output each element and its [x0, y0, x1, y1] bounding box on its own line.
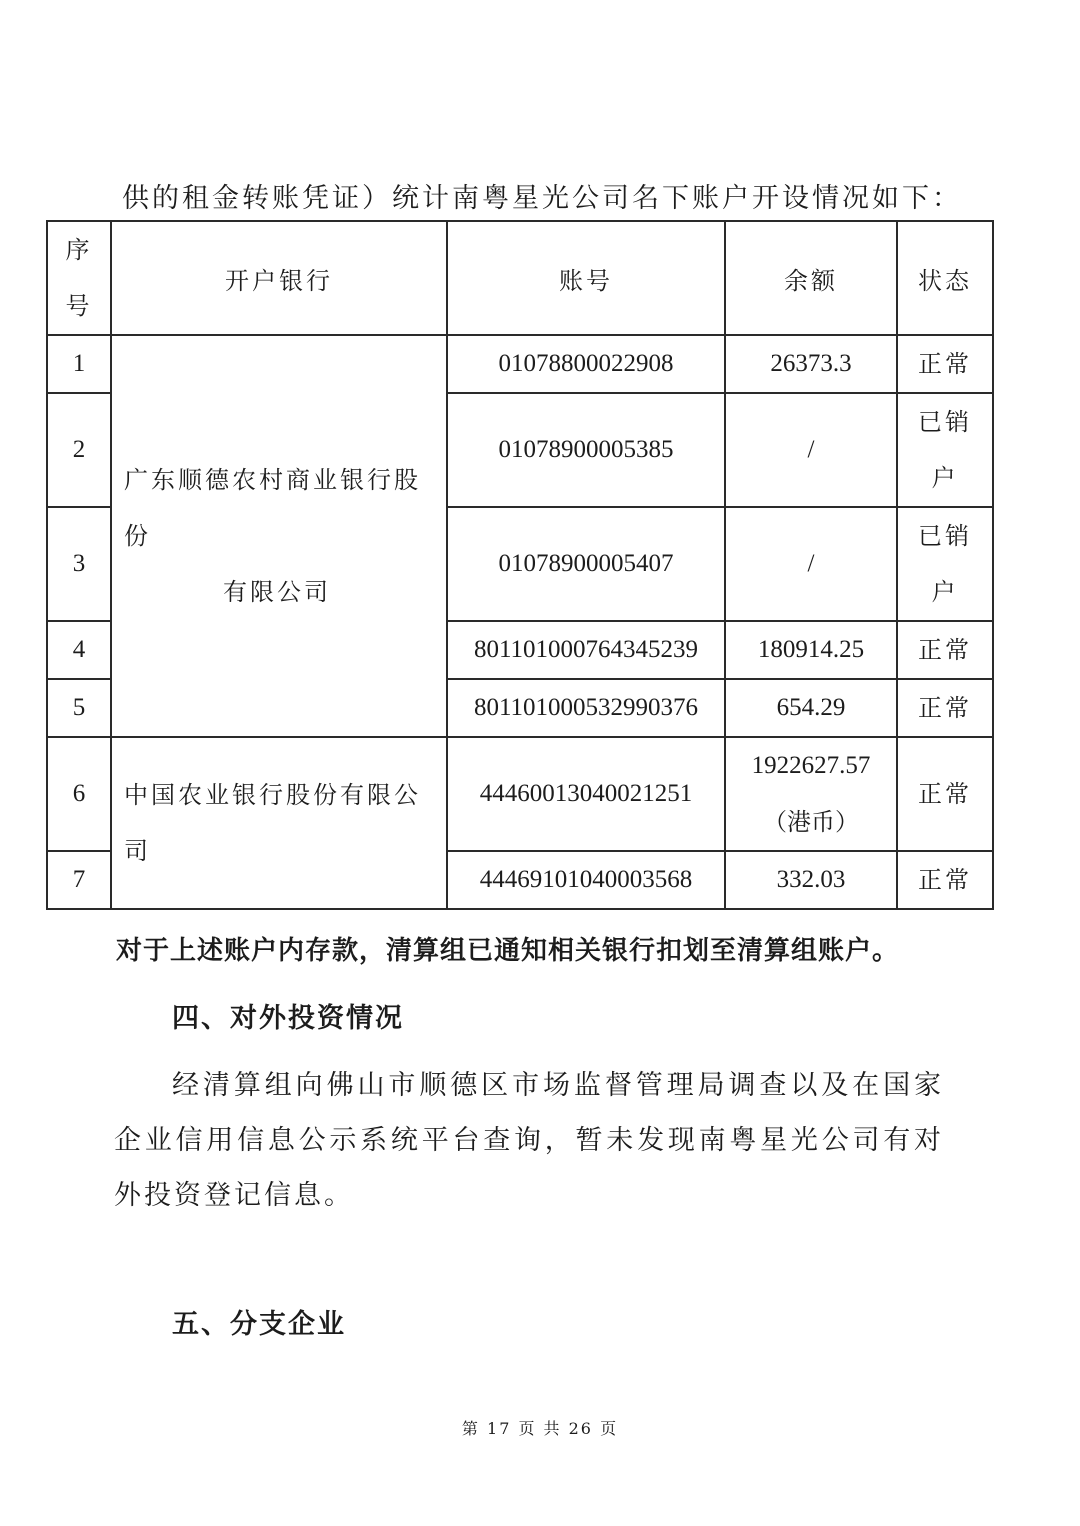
row-account: 801101000764345239 [447, 621, 725, 679]
section4-paragraph: 经清算组向佛山市顺德区市场监督管理局调查以及在国家企业信用信息公示系统平台查询，暂未发现南粤星光公司有对外投资登记信息。 [114, 1070, 944, 1211]
row-seq: 5 [47, 679, 111, 737]
header-status: 状态 [897, 221, 993, 335]
row-seq: 3 [47, 507, 111, 621]
row-status: 正常 [897, 679, 993, 737]
bank-name-shunde: 广东顺德农村商业银行股份 有限公司 [111, 335, 447, 737]
row-balance: 332.03 [725, 851, 897, 909]
page-footer: 第 17 页 共 26 页 [461, 1419, 619, 1438]
row-balance: 180914.25 [725, 621, 897, 679]
header-bank: 开户银行 [111, 221, 447, 335]
row-account: 01078900005407 [447, 507, 725, 621]
row-account: 44460013040021251 [447, 737, 725, 851]
row-seq: 1 [47, 335, 111, 393]
row-status: 已销 户 [897, 507, 993, 621]
row-status: 正常 [897, 737, 993, 851]
row-balance: 26373.3 [725, 335, 897, 393]
row-status: 正常 [897, 621, 993, 679]
section5-heading: 五、分支企业 [172, 1309, 346, 1340]
row-status: 正常 [897, 335, 993, 393]
row-account: 801101000532990376 [447, 679, 725, 737]
row-account: 44469101040003568 [447, 851, 725, 909]
header-balance: 余额 [725, 221, 897, 335]
section4-heading: 四、对外投资情况 [172, 1003, 404, 1034]
row-balance: / [725, 393, 897, 507]
intro-text: 供的租金转账凭证）统计南粤星光公司名下账户开设情况如下： [122, 183, 962, 214]
header-seq: 序 号 [47, 221, 111, 335]
row-seq: 2 [47, 393, 111, 507]
row-status: 已销 户 [897, 393, 993, 507]
bank-name-abc: 中国农业银行股份有限公司 [111, 737, 447, 909]
row-status: 正常 [897, 851, 993, 909]
row-seq: 6 [47, 737, 111, 851]
header-account: 账号 [447, 221, 725, 335]
row-balance: / [725, 507, 897, 621]
row-account: 01078800022908 [447, 335, 725, 393]
table-row [47, 335, 993, 393]
table-header-row [47, 221, 993, 335]
table-row [47, 737, 993, 851]
row-seq: 7 [47, 851, 111, 909]
row-balance: 1922627.57 （港币） [725, 737, 897, 851]
row-seq: 4 [47, 621, 111, 679]
after-table-text: 对于上述账户内存款，清算组已通知相关银行扣划至清算组账户。 [116, 936, 900, 966]
bank-accounts-table [46, 220, 994, 910]
row-account: 01078900005385 [447, 393, 725, 507]
row-balance: 654.29 [725, 679, 897, 737]
